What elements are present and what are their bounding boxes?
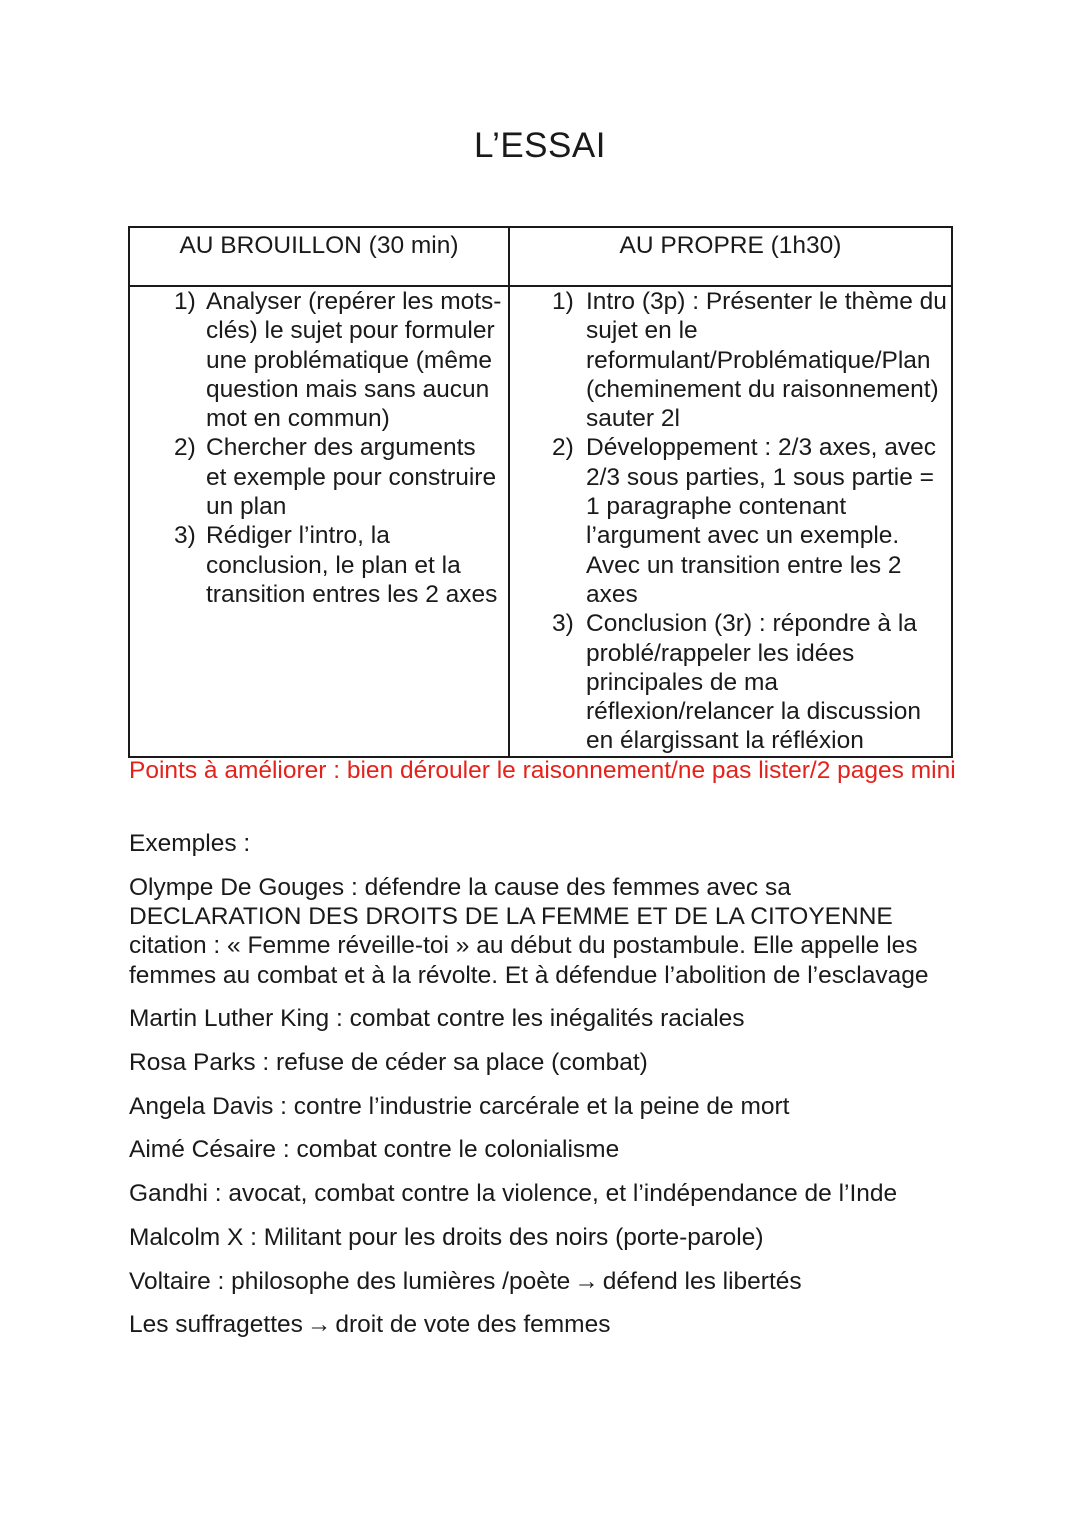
- example-item: Malcolm X : Militant pour les droits des noirs (porte-parole): [129, 1223, 764, 1251]
- final-step: [552, 433, 947, 609]
- step-number: 3): [552, 610, 574, 638]
- draft-step: [174, 433, 502, 521]
- table-body-row: [129, 286, 952, 757]
- example-item: Martin Luther King : combat contre les inégalités raciales: [129, 1005, 745, 1033]
- example-item: [129, 1267, 959, 1296]
- step-text: Intro (3p) : Présenter le thème du sujet en le reformulant/Problématique/Plan (cheminement du raisonnement) sauter 2l: [586, 288, 947, 433]
- final-step: [552, 287, 947, 433]
- final-steps-cell: [509, 286, 952, 757]
- example-text: Voltaire : philosophe des lumières /poète: [129, 1267, 571, 1295]
- example-item: Olympe De Gouges : défendre la cause des femmes avec sa DECLARATION DES DROITS DE LA FEMME ET DE LA CITOYENNE citation : « Femme réveille-toi » au début du postambule. Elle appelle les femmes au combat et à la révolte. Et à défendue l’abolition de l’esclavage: [129, 874, 929, 989]
- example-item: Aimé Césaire : combat contre le colonialisme: [129, 1136, 620, 1164]
- header-final: AU PROPRE (1h30): [509, 227, 952, 286]
- arrow-right-icon: →: [306, 1311, 332, 1339]
- header-draft: AU BROUILLON (30 min): [129, 227, 509, 286]
- examples-list: [129, 873, 959, 1354]
- step-text: Rédiger l’intro, la conclusion, le plan et la transition entres les 2 axes: [206, 522, 498, 608]
- step-text: Analyser (repérer les mots-clés) le sujet pour formuler une problématique (même question mais sans aucun mot en commun): [206, 288, 502, 433]
- example-item: Rosa Parks : refuse de céder sa place (combat): [129, 1049, 648, 1077]
- step-number: 2): [174, 434, 196, 462]
- method-table: [128, 226, 953, 758]
- example-text: droit de vote des femmes: [335, 1311, 611, 1339]
- final-steps-list: [510, 287, 951, 756]
- improvement-note: Points à améliorer : bien dérouler le raisonnement/ne pas lister/2 pages mini: [129, 757, 956, 784]
- page-title: L’ESSAI: [474, 126, 606, 165]
- step-number: 2): [552, 434, 574, 462]
- example-text: défend les libertés: [602, 1267, 802, 1295]
- draft-step: [174, 521, 502, 609]
- final-step: [552, 609, 947, 755]
- step-text: Conclusion (3r) : répondre à la problé/rappeler les idées principales de ma réflexion/relancer la discussion en élargissant la réfléxion: [586, 610, 921, 755]
- example-item: [129, 1310, 959, 1339]
- example-item: Gandhi : avocat, combat contre la violence, et l’indépendance de l’Inde: [129, 1180, 898, 1208]
- table-header-row: [129, 227, 952, 286]
- step-text: Développement : 2/3 axes, avec 2/3 sous parties, 1 sous partie = 1 paragraphe contenant l’argument avec un exemple. Avec un transition entre les 2 axes: [586, 434, 937, 608]
- step-text: Chercher des arguments et exemple pour construire un plan: [206, 434, 497, 521]
- examples-heading: Exemples :: [129, 830, 251, 857]
- step-number: 1): [552, 288, 574, 315]
- arrow-right-icon: →: [574, 1267, 599, 1295]
- step-number: 1): [174, 288, 196, 315]
- step-number: 3): [174, 522, 196, 550]
- draft-steps-cell: [129, 286, 509, 757]
- draft-steps-list: [130, 287, 508, 643]
- example-item: Angela Davis : contre l’industrie carcérale et la peine de mort: [129, 1092, 790, 1120]
- example-text: Les suffragettes: [129, 1311, 303, 1339]
- draft-step: [174, 287, 502, 433]
